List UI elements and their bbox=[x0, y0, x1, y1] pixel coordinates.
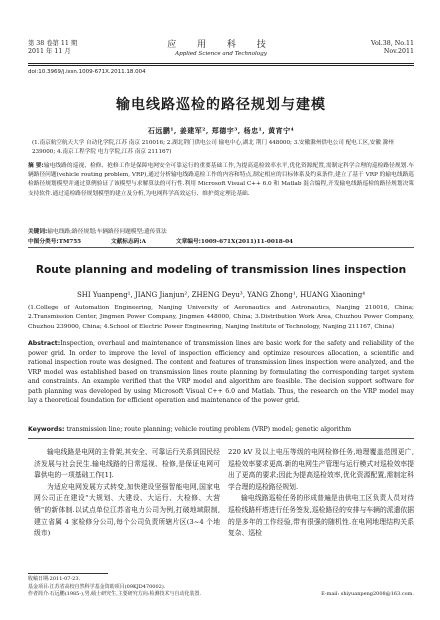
doi: doi:10.3969/j.issn.1009-671X.2011.18.004 bbox=[28, 69, 146, 75]
classification-line bbox=[28, 236, 414, 245]
paragraph: 为适应电网发展方式转变,加快建设坚强智能电网,国家电网公司正在建设"大规划、大建设、大运行、大检修、大营销"的新体制.以试点单位江苏省电力公司为例,打破地域限制,建立省属 4 家检修分公司,每个公司负责所辖片区(3~4 个地级市) bbox=[34, 482, 220, 538]
article-number: 文章编号:1009-671X(2011)11-0018-04 bbox=[175, 239, 293, 245]
keywords-zh-label: 关键词: bbox=[28, 229, 48, 235]
footnote-fund: 基金项目:江苏省高校自然科学基金资助项目(09KJD470002). bbox=[28, 583, 166, 590]
footnote-bio: 作者简介:石远鹏(1985-),男,硕士研究生,主要研究方向:检测技术与自动化装置. E-mail: shiyuanpeng2008@163.com. bbox=[28, 591, 414, 597]
volume-en: Vol.38, No.11 bbox=[371, 40, 414, 47]
body-rule bbox=[28, 438, 414, 439]
journal-name-en: Applied Science and Technology bbox=[175, 51, 267, 57]
journal-name bbox=[28, 40, 414, 58]
body-column-right bbox=[228, 447, 414, 540]
section-rule bbox=[28, 247, 414, 248]
doc-code: 文献标志码:A bbox=[110, 239, 147, 245]
date-zh: 2011 年 11 月 bbox=[28, 48, 71, 55]
footnote-email: E-mail: shiyuanpeng2008@163.com. bbox=[321, 591, 414, 597]
header-rule bbox=[28, 63, 414, 64]
keywords-zh-text: 输电线路;路径规划;车辆路径问题模型;遗传算法 bbox=[47, 229, 167, 235]
abstract-zh-label: 摘 要: bbox=[28, 163, 44, 169]
keywords-en-text: transmission line; route planning; vehicle routing problem (VRP) model; genetic algorithm bbox=[66, 426, 352, 433]
keywords-en-label: Keywords: bbox=[28, 426, 65, 433]
authors-zh: 石远鹏¹, 姜建军², 郑德宇³, 杨忠¹, 黄宵宁⁴ bbox=[147, 126, 295, 135]
keywords-zh bbox=[28, 226, 414, 235]
abstract-zh bbox=[28, 162, 414, 199]
journal-name-zh: 应 用 科 技 bbox=[167, 40, 275, 50]
paragraph: 输电线路是电网的主骨架,其安全、可靠运行关系到国民经济发展与社会民生.输电线路的日常巡视、检修,是保证电网可靠供电的一项基础工作[1]. bbox=[34, 448, 220, 480]
issue-info-en bbox=[371, 40, 414, 56]
abstract-en-label: Abstract: bbox=[28, 340, 61, 347]
title-zh: 输电线路巡检的路径规划与建模 bbox=[116, 97, 326, 113]
paragraph: 输电线路巡检任务的形成普遍是由供电工区负责人员对待巡检线路杆塔进行任务签发,巡检路径的安排与车辆的派遣依据的是多年的工作经验,带有很强的随机性.在电网地理结构关系复杂、巡检 bbox=[228, 494, 414, 538]
affiliations-en: (1.College of Automation Engineering, Nanjing University of Aeronautics and Astronautics, Nanjing 210016, China; 2.Transmission Center, Jingmen Power Company, Jingmen 448000, China; 3.Distribution Work Area, Chuzhou Power Company, Chuzhou 239000, China; 4.School of Electric Power Engineering, Nanjing Institute of Technology, Nanjing 211167, China) bbox=[28, 305, 414, 330]
paragraph: 220 kV 及以上电压等级的电网检修任务,地理覆盖范围更广,巡检效率要求更高.新的电网生产管理与运行模式对巡检效率提出了更高的要求;因此为提高巡检效率,优化资源配置,需制定科学合理的巡检路径规划. bbox=[228, 448, 414, 491]
title-en: Route planning and modeling of transmission lines inspection bbox=[35, 264, 407, 276]
date-en: Nov.2011 bbox=[383, 48, 414, 55]
header-rule-thin bbox=[28, 65, 414, 66]
authors-en: SHI Yuanpeng¹, JIANG Jianjun², ZHENG Deyu³, YANG Zhong¹, HUANG Xiaoning⁴ bbox=[76, 291, 366, 299]
footnote-received: 收稿日期:2011-07-23. bbox=[28, 576, 81, 582]
abstract-en-text: Inspection, overhaul and maintenance of transmission lines are basic work for the safety and reliability of the power grid. In order to improve the level of inspection efficiency and optimize resources allocation, a scientific and rational inspection route was designed. The content and features of transmission lines inspection were analyzed, and the VRP model was established based on transmission lines route planning by formulating the corresponding target system and constraints. An example verified that the VRP model and algorithm are feasible. The decision support software for path planning was developed by using Microsoft Visual C++ 6.0 and Matlab. Thus, the research on the VRP model may lay a theoretical foundation for efficient operation and maintenance of the power grid. bbox=[28, 340, 414, 404]
footnote-rule bbox=[28, 573, 108, 574]
footnotes bbox=[28, 576, 414, 599]
body-column-left bbox=[34, 447, 220, 540]
abstract-en bbox=[28, 339, 414, 406]
clc-code: 中图分类号:TM755 bbox=[28, 239, 82, 245]
keywords-en bbox=[28, 425, 414, 435]
affiliations-zh: (1.南京航空航天大学 自动化学院,江苏 南京 210016; 2.湖北荆门供电公司 输电中心,湖北 荆门 448000; 3.安徽滁州供电公司 配电工区,安徽 滁州 239000; 4.南京工程学院 电力学院,江苏 南京 211167) bbox=[32, 140, 394, 155]
abstract-zh-text: 输电线路的巡视、检修、抢修工作是保障电网安全可靠运行的重要基础工作,为提高巡检效率水平,优化资源配置,需制定科学合理的巡检路径规划.车辆路径问题(vehicle routing problem, VRP),通过分析输电线路巡检工作的内容和特点,制定相应的目标体系及约束条件,建立了基于 VRP 的输电线路巡检路径规划模型并通过算例验证了该模型与求解算法的可行性.利用 Microsoft Visual C++ 6.0 和 Matlab 混合编程,开发输电线路巡检的路径规划决策支持软件.通过巡检路径规划模型的建立及分析,为电网科学高效运行、维护奠定理论基础. bbox=[28, 163, 414, 197]
volume-zh: 第 38 卷第 11 期 bbox=[28, 40, 78, 47]
